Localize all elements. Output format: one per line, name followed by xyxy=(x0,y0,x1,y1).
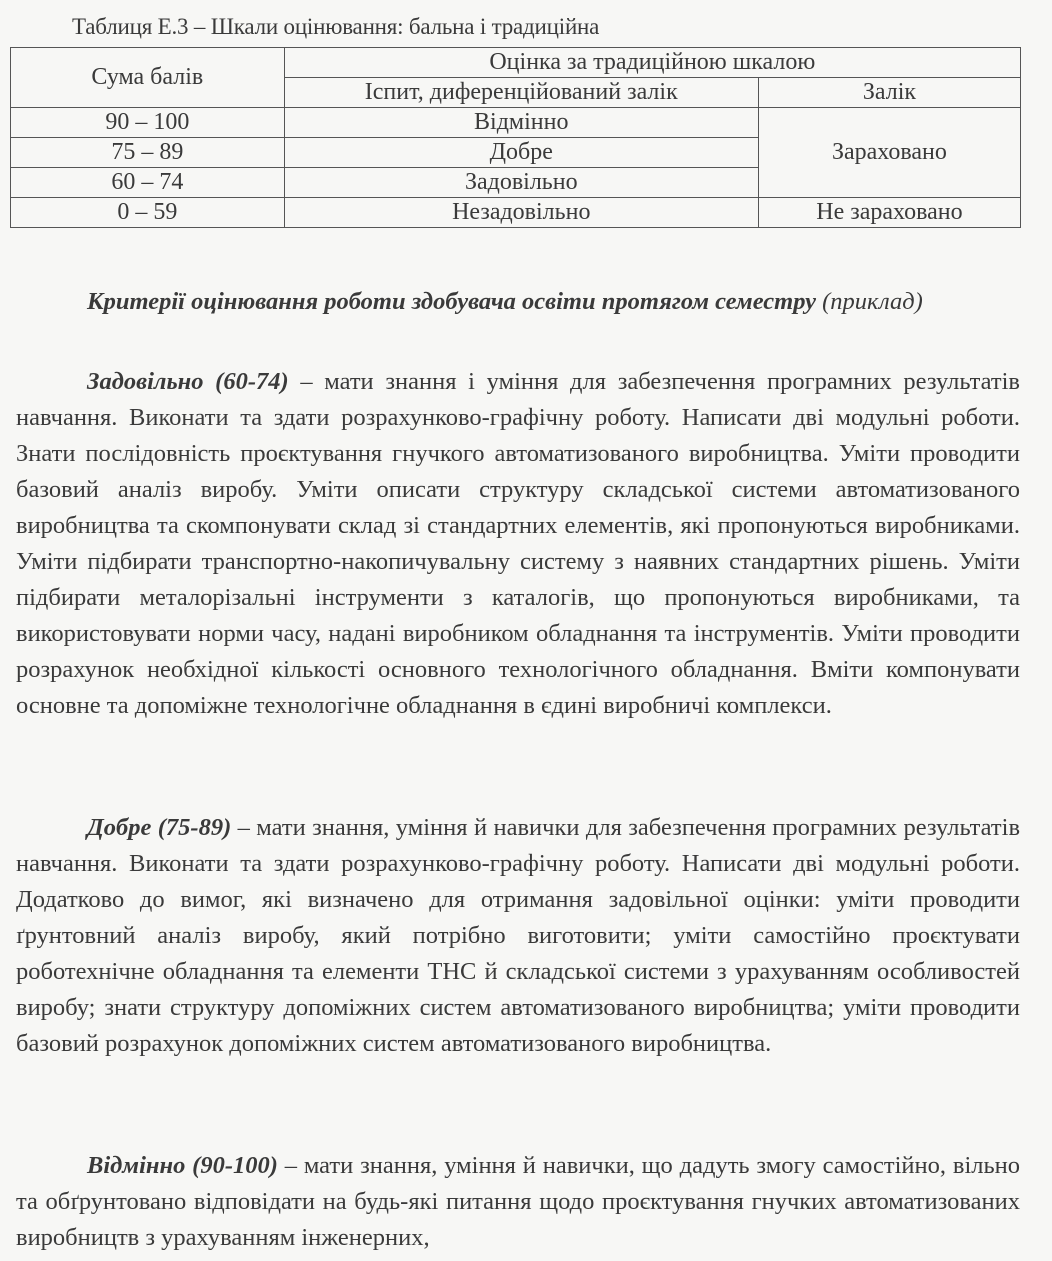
criteria-term: Добре (75-89) xyxy=(87,814,232,841)
score-range: 75 – 89 xyxy=(11,138,285,168)
table-row xyxy=(11,108,1021,138)
score-range: 0 – 59 xyxy=(11,198,285,228)
criteria-heading-text: Критерії оцінювання роботи здобувача освіти протягом семестру xyxy=(87,288,816,315)
header-score-sum: Сума балів xyxy=(11,48,285,108)
credit-pass: Зараховано xyxy=(758,108,1020,198)
table-caption: Таблиця Е.3 – Шкали оцінювання: бальна і традиційна xyxy=(72,14,600,39)
header-traditional-scale: Оцінка за традиційною шкалою xyxy=(284,48,1020,78)
criteria-paragraph-satisfactory xyxy=(16,364,1020,724)
criteria-term: Відмінно (90-100) xyxy=(87,1152,278,1179)
score-range: 60 – 74 xyxy=(11,168,285,198)
table-header-row xyxy=(11,48,1021,78)
grade: Задовільно xyxy=(284,168,758,198)
header-credit: Залік xyxy=(758,78,1020,108)
grade: Добре xyxy=(284,138,758,168)
criteria-paragraph-excellent xyxy=(16,1148,1020,1256)
criteria-text: – мати знання, уміння й навички для забезпечення програмних результатів навчання. Виконати та здати розрахунково-графічну роботу. Написати дві модульні роботи. Додатково до вимог, які визначено для отримання задовільної оцінки: уміти проводити ґрунтовний аналіз виробу, який потрібно виготовити; уміти самостійно проєктувати роботехнічне обладнання та елементи ТНС й складської системи з урахуванням особливостей виробу; знати структуру допоміжних систем автоматизованого виробництва; уміти проводити базовий розрахунок допоміжних систем автоматизованого виробництва. xyxy=(16,814,1021,1057)
criteria-text: – мати знання і уміння для забезпечення програмних результатів навчання. Виконати та здати розрахунково-графічну роботу. Написати дві модульні роботи. Знати послідовність проєктування гнучкого автоматизованого виробництва. Уміти проводити базовий аналіз виробу. Уміти описати структуру складської системи автоматизованого виробництва та скомпонувати склад зі стандартних елементів, які пропонуються виробниками. Уміти підбирати транспортно-накопичувальну систему з наявних стандартних рішень. Уміти підбирати металорізальні інструменти з каталогів, що пропонуються виробниками, та використовувати норми часу, надані виробником обладнання та інструментів. Уміти проводити розрахунок необхідної кількості основного технологічного обладнання. Вміти компонувати основне та допоміжне технологічне обладнання в єдині виробничі комплекси. xyxy=(16,368,1020,719)
grade: Незадовільно xyxy=(284,198,758,228)
grading-scale-table xyxy=(10,47,1021,228)
criteria-heading-note: (приклад) xyxy=(822,288,923,315)
criteria-term: Задовільно (60-74) xyxy=(87,368,289,395)
criteria-paragraph-good xyxy=(16,810,1020,1062)
criteria-text: – мати знання, уміння й навички, що дадуть змогу самостійно, вільно та обґрунтовано відповідати на будь-які питання щодо проєктування гнучких автоматизованих виробництв з урахуванням інженерних, xyxy=(16,1152,1021,1251)
header-exam: Іспит, диференційований залік xyxy=(284,78,758,108)
criteria-heading xyxy=(16,284,1020,320)
credit-fail: Не зараховано xyxy=(758,198,1020,228)
score-range: 90 – 100 xyxy=(11,108,285,138)
table-row xyxy=(11,198,1021,228)
grade: Відмінно xyxy=(284,108,758,138)
